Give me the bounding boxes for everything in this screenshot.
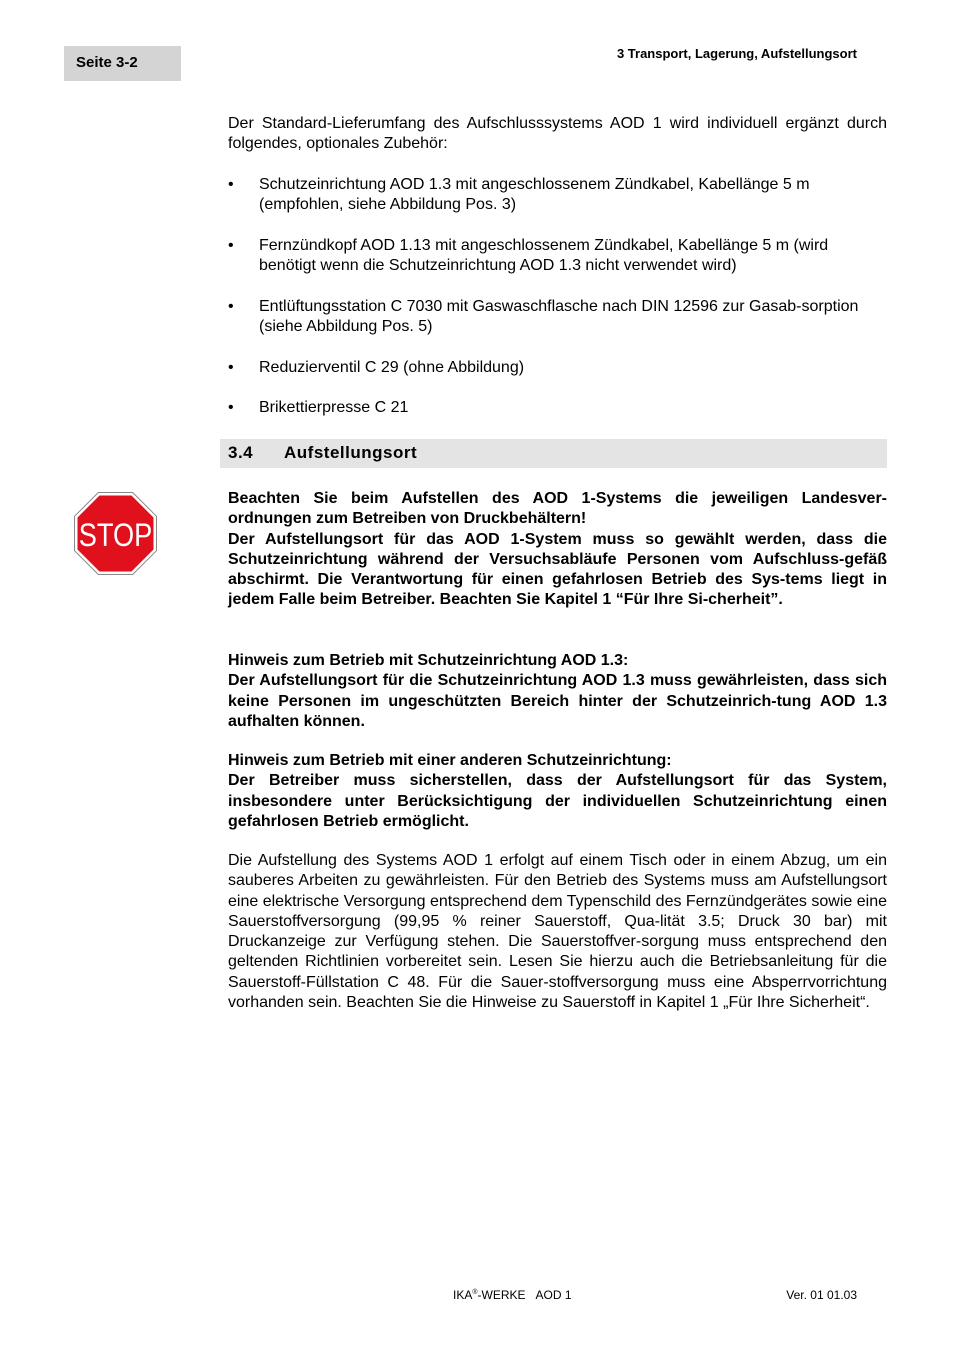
footer-brand: [453, 1288, 572, 1302]
list-item-text: Entlüftungsstation C 7030 mit Gaswaschflasche nach DIN 12596 zur Gasab-sorption (siehe Abbildung Pos. 5): [259, 297, 859, 336]
footer-brand-suffix: -WERKE: [477, 1288, 526, 1302]
list-item: [228, 358, 887, 378]
warning-line-2: Der Aufstellungsort für das AOD 1-System muss so gewählt werden, dass die Schutzeinrichtung während der Versuchsabläufe Personen vom Aufschluss-gefäß abschirmt. Die Verantwortung für einen gefahrlosen Betrieb des Sys-tems liegt in jedem Falle beim Betreiber. Beachten Sie Kapitel 1 “Für Ihre Si-cherheit”.: [228, 530, 887, 609]
list-item: [228, 297, 887, 338]
accessory-list: [228, 175, 887, 439]
list-item-text: Schutzeinrichtung AOD 1.3 mit angeschlossenem Zündkabel, Kabellänge 5 m (empfohlen, siehe Abbildung Pos. 3): [259, 176, 810, 214]
hint-text: Der Aufstellungsort für die Schutzeinrichtung AOD 1.3 muss gewährleisten, dass sich keine Personen im ungeschützten Bereich hinter der Schutzeinrich-tung AOD 1.3 aufhalten können.: [228, 672, 887, 730]
footer-product: AOD 1: [535, 1288, 572, 1302]
intro-paragraph: Der Standard-Lieferumfang des Aufschlusssystems AOD 1 wird individuell ergänzt durch folgendes, optionales Zubehör:: [228, 115, 887, 153]
setup-paragraph: Die Aufstellung des Systems AOD 1 erfolgt auf einem Tisch oder in einem Abzug, um ein sauberes Arbeiten zu gewährleisten. Für den Betrieb des Systems muss am Aufstellungsort eine elektrische Versorgung entsprechend dem Typenschild des Fernzündgerätes sowie eine Sauerstoffversorgung (99,95 % reiner Sauerstoff, Qua-lität 3.5; Druck 30 bar) mit Druckanzeige zur Verfügung stehen. Die Sauerstoffver-sorgung muss entsprechend den geltenden Richtlinien vorbereitet sein. Lesen Sie hierzu auch die Betriebsanleitung für die Sauerstoff-Füllstation C 48. Für die Sauer-stoffversorgung muss eine Absperrvorrichtung vorhanden sein. Beachten Sie die Hinweise zu Sauerstoff in Kapitel 1 „Für Ihre Sicherheit“.: [228, 852, 887, 1012]
footer-version: Ver. 01 01.03: [786, 1288, 857, 1302]
bullet-icon: •: [228, 358, 234, 376]
list-item: [228, 398, 887, 418]
hint-text: Der Betreiber muss sicherstellen, dass der Aufstellungsort für das System, insbesondere unter Berücksichtigung der individuellen Schutzeinrichtung einen gefahrlosen Betrieb ermöglicht.: [228, 772, 887, 830]
bullet-icon: •: [228, 236, 234, 254]
list-item: [228, 175, 887, 216]
bullet-icon: •: [228, 399, 234, 417]
page-number-tab: Seite 3-2: [64, 46, 181, 81]
hint-protective-device: [228, 651, 887, 732]
footer-brand-name: IKA: [453, 1288, 473, 1302]
list-item-text: Reduzierventil C 29 (ohne Abbildung): [259, 358, 525, 376]
hint-heading: Hinweis zum Betrieb mit Schutzeinrichtung AOD 1.3:: [228, 652, 629, 669]
section-number: 3.4: [228, 443, 254, 462]
stop-sign-text: STOP: [78, 517, 153, 554]
chapter-title: 3 Transport, Lagerung, Aufstellungsort: [616, 46, 857, 61]
bullet-icon: •: [228, 176, 234, 193]
hint-other-device: [228, 751, 887, 832]
list-item-text: Fernzündkopf AOD 1.13 mit angeschlossenem Zündkabel, Kabellänge 5 m (wird benötigt wenn die Schutzeinrichtung AOD 1.3 nicht verwendet wird): [259, 236, 829, 275]
stop-sign-icon: [74, 492, 157, 575]
list-item: [228, 236, 887, 277]
registered-mark: ®: [472, 1289, 478, 1296]
warning-line-1: Beachten Sie beim Aufstellen des AOD 1-Systems die jeweiligen Landesver-ordnungen zum Betreiben von Druckbehältern!: [228, 490, 887, 528]
list-item-text: Brikettierpresse C 21: [259, 399, 409, 417]
bullet-icon: •: [228, 297, 234, 315]
warning-block: [228, 489, 887, 611]
section-title: Aufstellungsort: [284, 443, 418, 462]
hint-heading: Hinweis zum Betrieb mit einer anderen Schutzeinrichtung:: [228, 752, 672, 769]
section-heading: [220, 439, 887, 468]
